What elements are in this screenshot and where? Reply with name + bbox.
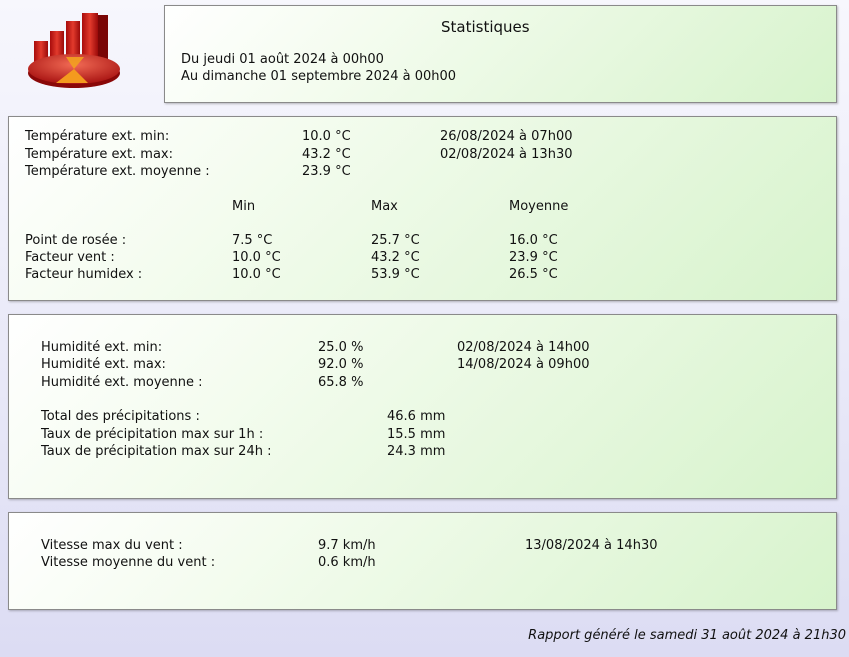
humidex-max: 53.9 °C: [371, 267, 420, 282]
col-header-max: Max: [371, 199, 398, 214]
humidex-avg: 26.5 °C: [509, 267, 558, 282]
page-title: Statistiques: [441, 18, 530, 36]
wind-max-value: 9.7 km/h: [318, 538, 376, 553]
temp-avg-value: 23.9 °C: [302, 164, 351, 179]
humidex-label: Facteur humidex :: [25, 267, 143, 282]
temp-min-label: Température ext. min:: [25, 129, 170, 144]
header-panel: [164, 5, 837, 103]
temperature-panel: [8, 116, 837, 301]
temp-max-value: 43.2 °C: [302, 147, 351, 162]
wind-chill-min: 10.0 °C: [232, 250, 281, 265]
wind-max-label: Vitesse max du vent :: [41, 538, 183, 553]
rain-total-label: Total des précipitations :: [41, 409, 200, 424]
statistics-chart-icon: [26, 11, 122, 91]
temp-min-value: 10.0 °C: [302, 129, 351, 144]
rain-24h-label: Taux de précipitation max sur 24h :: [41, 444, 272, 459]
col-header-min: Min: [232, 199, 256, 214]
rain-1h-label: Taux de précipitation max sur 1h :: [41, 427, 264, 442]
wind-chill-avg: 23.9 °C: [509, 250, 558, 265]
rain-1h-value: 15.5 mm: [387, 427, 446, 442]
humidity-min-value: 25.0 %: [318, 340, 364, 355]
dew-point-label: Point de rosée :: [25, 233, 127, 248]
wind-avg-label: Vitesse moyenne du vent :: [41, 555, 216, 570]
dew-point-max: 25.7 °C: [371, 233, 420, 248]
humidity-avg-label: Humidité ext. moyenne :: [41, 375, 203, 390]
report-footer: Rapport généré le samedi 31 août 2024 à 21h30: [528, 628, 846, 643]
period-end: Au dimanche 01 septembre 2024 à 00h00: [181, 69, 457, 84]
rain-24h-value: 24.3 mm: [387, 444, 446, 459]
humidity-max-value: 92.0 %: [318, 357, 364, 372]
col-header-avg: Moyenne: [509, 199, 569, 214]
humidex-min: 10.0 °C: [232, 267, 281, 282]
humidity-max-label: Humidité ext. max:: [41, 357, 166, 372]
wind-chill-label: Facteur vent :: [25, 250, 115, 265]
wind-panel: [8, 512, 837, 610]
humidity-avg-value: 65.8 %: [318, 375, 364, 390]
dew-point-avg: 16.0 °C: [509, 233, 558, 248]
humidity-panel: [8, 314, 837, 499]
period-start: Du jeudi 01 août 2024 à 00h00: [181, 52, 384, 67]
humidity-min-label: Humidité ext. min:: [41, 340, 163, 355]
rain-total-value: 46.6 mm: [387, 409, 446, 424]
dew-point-min: 7.5 °C: [232, 233, 273, 248]
temp-max-label: Température ext. max:: [25, 147, 174, 162]
humidity-max-date: 14/08/2024 à 09h00: [457, 357, 590, 372]
temp-max-date: 02/08/2024 à 13h30: [440, 147, 573, 162]
wind-chill-max: 43.2 °C: [371, 250, 420, 265]
temp-min-date: 26/08/2024 à 07h00: [440, 129, 573, 144]
humidity-min-date: 02/08/2024 à 14h00: [457, 340, 590, 355]
temp-avg-label: Température ext. moyenne :: [25, 164, 210, 179]
wind-avg-value: 0.6 km/h: [318, 555, 376, 570]
wind-max-date: 13/08/2024 à 14h30: [525, 538, 658, 553]
